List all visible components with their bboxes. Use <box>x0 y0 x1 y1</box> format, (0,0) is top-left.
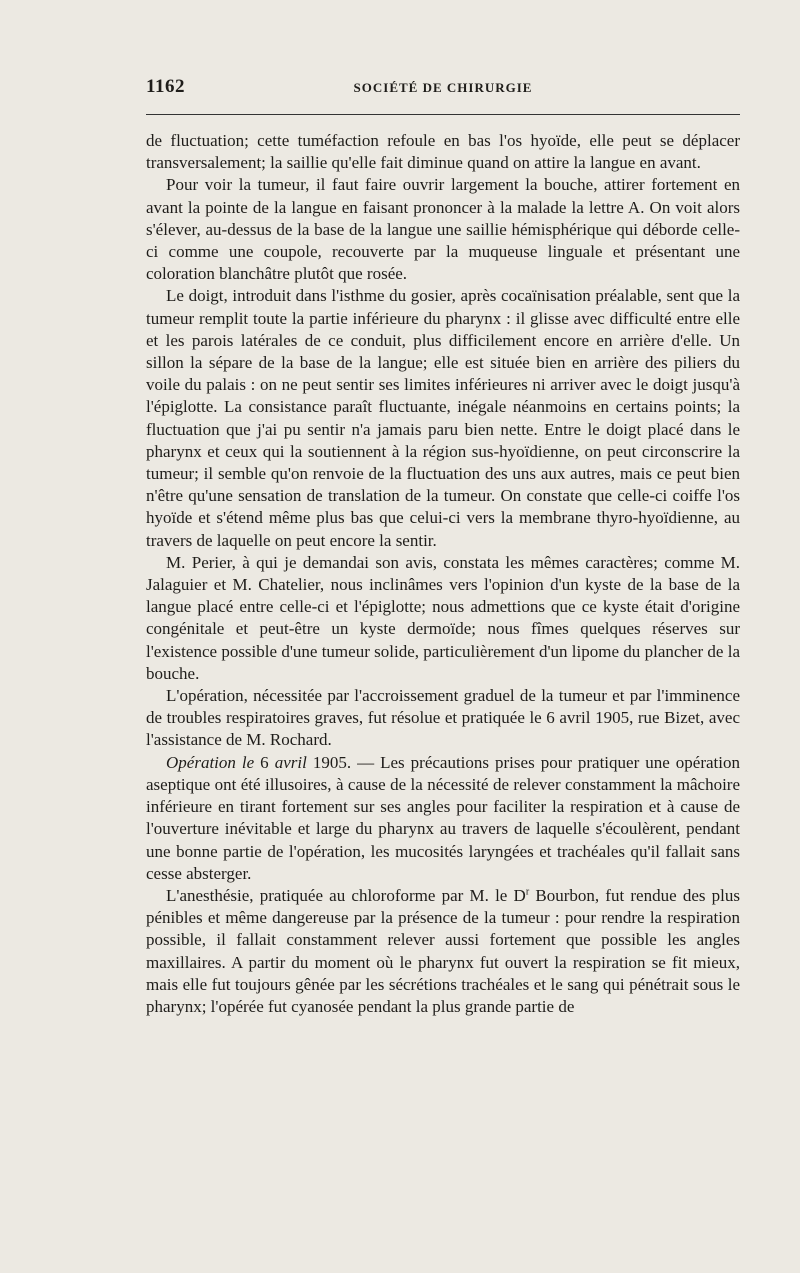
page-number: 1162 <box>146 76 185 97</box>
body-text <box>146 130 740 1018</box>
paragraph: M. Perier, à qui je demandai son avis, constata les mêmes caractères; comme M. Jalaguier et M. Chatelier, nous inclinâmes vers l'opinion d'un kyste de la base de la langue placé entre celle-ci et l'épiglotte; nous admettions que ce kyste était d'origine congénitale et peut-être un kyste dermoïde; nous fîmes quelques réserves sur l'existence possible d'une tumeur solide, particulièrement d'un lipome du plancher de la bouche. <box>146 552 740 683</box>
italic-lead: Opération le <box>166 752 255 772</box>
page-header <box>146 76 740 100</box>
paragraph-start: L'anesthésie, pratiquée au chloroforme par M. le D <box>166 885 526 905</box>
superscript: r <box>525 886 530 898</box>
paragraph-body: Bourbon, fut rendue des plus pénibles et même dangereuse par la présence de la tumeur : pour rendre la respiration possible, il fallait constamment relever aussi fortement que possible les angles maxillaires. A partir du moment où le pharynx fut ouvert la respiration se fit mieux, mais elle fut toujours gênée par les sécrétions trachéales et le sang qui pénétrait sous le pharynx; l'opérée fut cyanosée pendant la plus grande partie de <box>146 885 741 1016</box>
paragraph-body: 1905. — Les précautions prises pour pratiquer une opération aseptique ont été illusoires, à cause de la nécessité de relever constamment la mâchoire inférieure en tirant fortement sur ses angles pour faciliter la respiration et à cause de l'ouverture inévitable et large du pharynx au travers de laquelle s'écoulèrent, pendant une bonne partie de l'opération, les mucosités laryngées et trachéales qu'il fallait sans cesse absterger. <box>146 752 740 883</box>
paragraph: L'opération, nécessitée par l'accroissement graduel de la tumeur et par l'imminence de troubles respiratoires graves, fut résolue et pratiquée le 6 avril 1905, rue Bizet, avec l'assistance de M. Rochard. <box>146 686 740 750</box>
paragraph <box>146 885 740 1018</box>
paragraph: Pour voir la tumeur, il faut faire ouvrir largement la bouche, attirer fortement en avant la pointe de la langue en faisant prononcer à la malade la lettre A. On voit alors s'élever, au-dessus de la base de la langue une saillie hémisphérique qui déborde celle-ci comme une coupole, recouverte par la muqueuse linguale et présentant une coloration blanchâtre plutôt que rosée. <box>146 175 740 284</box>
paragraph: de fluctuation; cette tuméfaction refoule en bas l'os hyoïde, elle peut se déplacer transversalement; la saillie qu'elle fait diminue quand on attire la langue en avant. <box>146 131 740 173</box>
paragraph <box>146 752 740 885</box>
header-rule <box>146 114 740 115</box>
italic-lead-month: avril <box>274 752 307 772</box>
running-title: SOCIÉTÉ DE CHIRURGIE <box>353 80 533 95</box>
paragraph: Le doigt, introduit dans l'isthme du gosier, après cocaïnisation préalable, sent que la tumeur remplit toute la partie inférieure du pharynx : il glisse avec difficulté entre elle et les parois latérales de ce conduit, plus difficilement encore en arrière d'elle. Un sillon la sépare de la base de la langue; elle est située bien en arrière des piliers du voile du palais : on ne peut sentir ses limites inférieures ni arriver avec le doigt jusqu'à l'épiglotte. La consistance paraît fluctuante, inégale néanmoins en certains points; la fluctuation que j'ai pu sentir n'a jamais paru bien nette. Entre le doigt placé dans le pharynx et ceux qui la soutiennent à la région sus-hyoïdienne, on peut circonscrire la tumeur; il semble qu'on renvoie de la fluctuation des uns aux autres, mais ce peut bien n'être qu'une sensation de translation de la tumeur. On constate que celle-ci coiffe l'os hyoïde et s'étend même plus bas que celui-ci vers la membrane thyro-hyoïdienne, au travers de laquelle on peut encore la sentir. <box>146 286 740 550</box>
lead-day: 6 <box>254 752 275 772</box>
